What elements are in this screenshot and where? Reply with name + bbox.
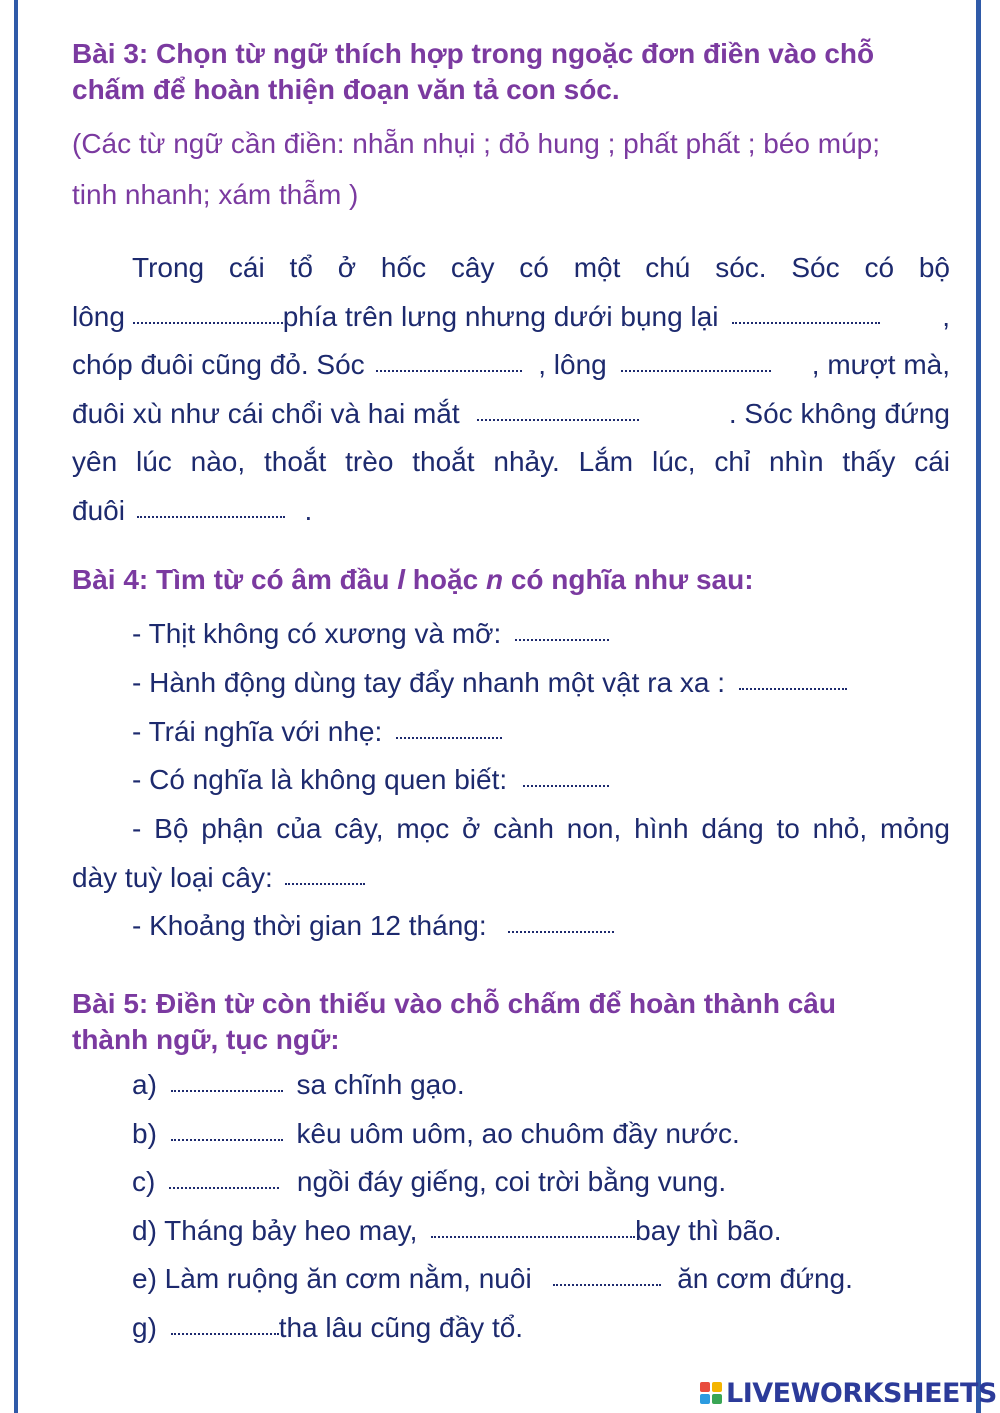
bai3-note-line2: tinh nhanh; xám thẫm )	[72, 179, 359, 210]
blank-5[interactable]	[477, 417, 639, 421]
bai4-title-b: hoặc	[405, 564, 486, 595]
text-duoi: đuôi	[72, 495, 125, 526]
bai5-item-e-label: e) Làm ruộng ăn cơm nằm, nuôi	[132, 1263, 532, 1294]
bai4-item-6	[72, 908, 950, 944]
text-phia-tren: phía trên lưng nhưng dưới bụng lại	[282, 301, 719, 332]
bai5-item-e	[72, 1261, 950, 1297]
bai4-title-n: n	[485, 564, 504, 595]
bai4-title-l: l	[397, 564, 406, 595]
bai4-blank-6[interactable]	[508, 929, 614, 933]
bai5-item-a-label: a)	[132, 1069, 157, 1100]
text-long: lông	[72, 301, 125, 332]
bai3-note-line1: (Các từ ngữ cần điền: nhẵn nhụi ; đỏ hung ; phất phất ; béo múp;	[72, 128, 881, 159]
bai5-title-line2: thành ngữ, tục ngữ:	[72, 1024, 340, 1055]
bai5-blank-b[interactable]	[171, 1137, 283, 1141]
blank-2[interactable]	[732, 320, 880, 324]
bai3-para-line6	[72, 493, 950, 529]
bai3-para-line1: Trong cái tổ ở hốc cây có một chú sóc. Sóc có bộ	[132, 252, 950, 283]
bai5-item-g	[72, 1310, 950, 1346]
blank-4[interactable]	[621, 368, 771, 372]
bai4-item-1	[72, 616, 950, 652]
text-duoi-xu: đuôi xù như cái chổi và hai mắt	[72, 398, 460, 429]
blank-1[interactable]	[133, 320, 283, 324]
bai4-blank-4[interactable]	[523, 783, 609, 787]
bai4-item-4-text: - Có nghĩa là không quen biết:	[132, 764, 508, 795]
bai5-blank-e[interactable]	[553, 1282, 661, 1286]
bai4-blank-2[interactable]	[739, 686, 847, 690]
liveworksheets-logo-text: LIVEWORKSHEETS	[726, 1377, 997, 1409]
bai4-item-5-cont-text: dày tuỳ loại cây:	[72, 862, 273, 893]
bai3-title-line1: Bài 3: Chọn từ ngữ thích hợp trong ngoặc đơn điền vào chỗ	[72, 38, 875, 69]
bai5-blank-c[interactable]	[169, 1185, 279, 1189]
bai4-item-2	[72, 665, 950, 701]
page-border-right	[976, 0, 981, 1413]
text-soc-khong-dung: . Sóc không đứng	[728, 398, 950, 429]
bai4-item-2-text: - Hành động dùng tay đẩy nhanh một vật ra xa :	[132, 667, 726, 698]
bai5-blank-d[interactable]	[431, 1234, 635, 1238]
bai5-item-d-text: bay thì bão.	[635, 1215, 782, 1246]
bai3-title	[72, 36, 950, 108]
bai5-title	[72, 986, 950, 1058]
bai5-item-g-text: tha lâu cũng đầy tổ.	[278, 1312, 524, 1343]
bai5-item-a-text: sa chĩnh gạo.	[296, 1069, 465, 1100]
liveworksheets-logo[interactable]	[700, 1378, 997, 1408]
bai5-item-g-label: g)	[132, 1312, 157, 1343]
bai4-blank-5[interactable]	[285, 881, 365, 885]
bai4-item-3	[72, 714, 950, 750]
liveworksheets-logo-icon	[700, 1382, 722, 1404]
text-long-2: , lông	[538, 349, 607, 380]
text-period: .	[304, 495, 313, 526]
bai5-item-b-text: kêu uôm uôm, ao chuôm đầy nước.	[296, 1118, 740, 1149]
bai4-item-5-cont	[72, 860, 950, 896]
bai4-item-1-text: - Thịt không có xương và mỡ:	[132, 618, 502, 649]
bai5-item-e-text: ăn cơm đứng.	[677, 1263, 853, 1294]
bai5-item-b	[72, 1116, 950, 1152]
bai3-para-line5: yên lúc nào, thoắt trèo thoắt nhảy. Lắm lúc, chỉ nhìn thấy cái	[72, 446, 950, 477]
bai5-item-d	[72, 1213, 950, 1249]
blank-3[interactable]	[376, 368, 522, 372]
text-chop-duoi: chóp đuôi cũng đỏ. Sóc	[72, 349, 365, 380]
text-muot-ma: , mượt mà,	[811, 349, 950, 380]
bai4-item-3-text: - Trái nghĩa với nhẹ:	[132, 716, 383, 747]
bai5-item-c-text: ngồi đáy giếng, coi trời bằng vung.	[296, 1166, 727, 1197]
bai5-item-c	[72, 1164, 950, 1200]
bai4-title-a: Bài 4: Tìm từ có âm đầu	[72, 564, 398, 595]
blank-6[interactable]	[137, 514, 285, 518]
bai3-para-line3	[72, 347, 950, 383]
bai3-para-line2	[72, 299, 950, 335]
bai5-item-d-label: d) Tháng bảy heo may,	[132, 1215, 418, 1246]
bai4-blank-3[interactable]	[396, 735, 502, 739]
bai4-title	[72, 562, 950, 598]
bai5-blank-g[interactable]	[171, 1331, 279, 1335]
bai3-para-line4	[72, 396, 950, 432]
bai5-blank-a[interactable]	[171, 1088, 283, 1092]
bai4-item-4	[72, 762, 950, 798]
bai5-item-a	[72, 1067, 950, 1103]
bai5-title-line1: Bài 5: Điền từ còn thiếu vào chỗ chấm để hoàn thành câu	[72, 988, 836, 1019]
bai4-item-6-text: - Khoảng thời gian 12 tháng:	[132, 910, 487, 941]
bai5-item-c-label: c)	[132, 1166, 156, 1197]
bai5-item-b-label: b)	[132, 1118, 157, 1149]
page-border-left	[14, 0, 18, 1413]
bai4-blank-1[interactable]	[515, 637, 609, 641]
bai4-title-c: có nghĩa như sau:	[503, 564, 754, 595]
text-comma: ,	[942, 301, 950, 332]
bai3-title-line2: chấm để hoàn thiện đoạn văn tả con sóc.	[72, 74, 620, 105]
bai4-item-5: - Bộ phận của cây, mọc ở cành non, hình dáng to nhỏ, mỏng	[132, 813, 950, 844]
